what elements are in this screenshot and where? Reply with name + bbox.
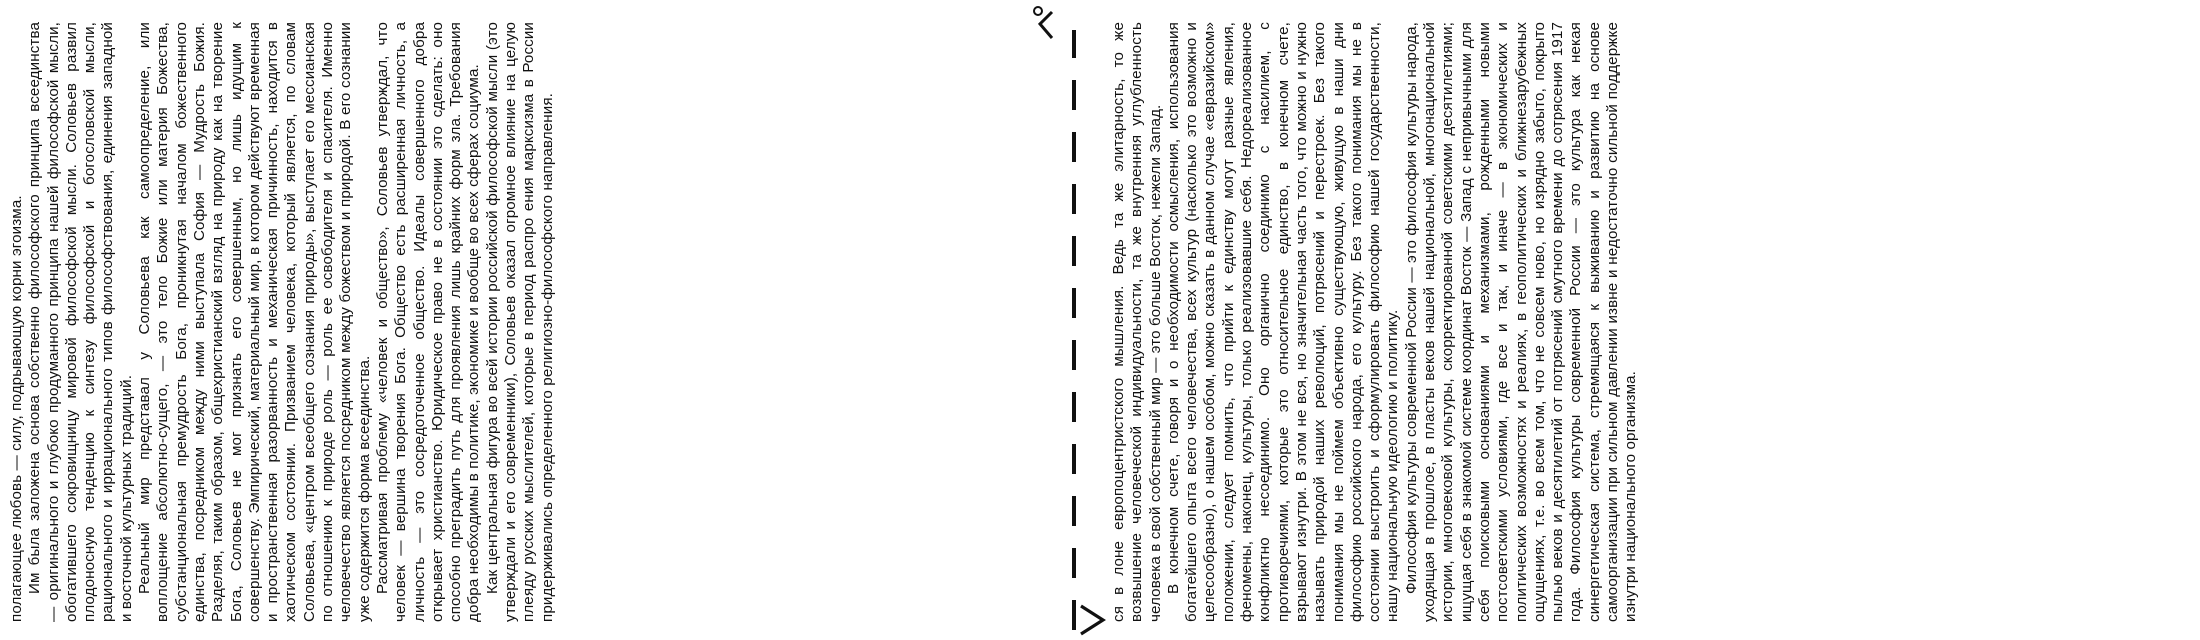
paragraph: Философия культуры современной России — это философия культуры народа, уходящая в прошлое, в пласты веков нашей национальной, многонациональной истории, многовековой культуры, скорректированной советскими десятилетиями; ищущая себя в знакомой системе координат Восток — Запад с непривычными для себя поисковыми основаниями и механизмами, рожденными новыми постсоветскими условиями, где все и так, и иначе — в экономических и политических возможностях и реалиях, в геополитических и ближнезарубежных ощущениях, т.е. во всем том, что не совсем ново, но изрядно забыто, покрыто пылью веков и десятилетий от потрясений смутного времени до сотрясения 1917 года. Философия культуры современной России — это культура как некая синергетическая система, стремящаяся к выживанию и развитию на основе самоорганизации при сильном давлении извне и недостаточно сильной поддержке изнутри национального организма. [1402, 22, 1640, 622]
paragraph: Реальный мир представал у Соловьева как самоопределение, или воплощение абсолютно-сущего, — это тело Божие или материя Божества, субстанциональная премудрость Бога, проникнутая началом божественного единства, посредником между ними выступала София — Мудрость Божия. Разделяя, таким образом, общехристианский взгляд на природу как на творение Бога, Соловьев не мог признать его совершенным, но лишь идущим к совершенству. Эмпирический, материальный мир, в котором действуют временная и пространственная разорванность и механическая причинность, находится в хаотическом состоянии. Призванием человека, который является, по словам Соловьева, «центром всеобщего сознания природы», выступает его мессианская по отношению к природе роль — роль ее освободителя и спасителя. Именно человечество является посредником между божеством и природой. В его сознании уже содержится форма всеединства. [136, 22, 373, 622]
text-column-right [1110, 22, 2130, 622]
paragraph: полагающее любовь — силу, подрывающую корни эгоизма. [8, 195, 25, 622]
paragraph: Им была заложена основа собственно философского принципа всеединства — оригинального и глубоко продуманного принципа нашей философской мысли, обогатившего сокровищницу мировой философской мысли. Соловьев развил плодоносную тенденцию к синтезу философской и богословской мысли, рационального и иррационального типов философствования, единения западной и восточной культурных традиций. [26, 22, 135, 622]
text-column-left [8, 22, 1028, 622]
paragraph: ся в лоне европоцентристского мышления. Ведь та же элитарность, то же возвышение человеческой индивидуальности, та же внутренняя углубленность человека в свой собственный мир — это больше Восток, нежели Запад. [1110, 22, 1164, 622]
paragraph: В конечном счете, говоря и о необходимости осмысления, использования богатейшего опыта всего человечества, всех культур (насколько это возможно и целесообразно), о нашем особом, можно сказать в данном случае «евразийском» положении, следует помнить, что прийти к единству могут разные явления, феномены, наконец, культуры, только реализовавшие себя. Недореализованное конфликтно несоединимо. Оно органично соединимо с насилием, с противоречиями, которые это относительное единство, в конечном счете, взрывают изнутри. В этом не вся, но значительная часть того, что можно и нужно называть природой наших революций, потрясений и перестроек. Без такого понимания мы не поймем объективно существующую, живущую в наши дни философию российского народа, его культуру. Без такого понимания мы не в состоянии выстроить и сформулировать философию нашей государственности, нашу национальную идеологию и политику. [1164, 22, 1402, 622]
paragraph: Как центральная фигура во всей истории российской философской мысли (это утверждали и его современники), Соловьев оказал огромное влияние на целую плеяду русских мыслителей, которые в период распро ения марксизма в России придерживались определенного религиозно-философского направления. [483, 22, 556, 622]
chevron-icon [1075, 600, 1111, 640]
scissors-icon [1030, 4, 1066, 42]
paragraph: Рассматривая проблему «человек и общество», Соловьев утверждал, что человек — вершина творения Бога. Общество есть расширенная личность, а личность — это сосредоточенное общество. Идеалы совершенного добра открывает христианство. Юридическое право не в состоянии это сделать: оно способно преградить путь для проявления лишь крайних форм зла. Требования добра необходимы в политике, экономике и вообще во всех сферах социума. [373, 22, 483, 622]
dashed-cut-line [1040, 0, 1100, 640]
